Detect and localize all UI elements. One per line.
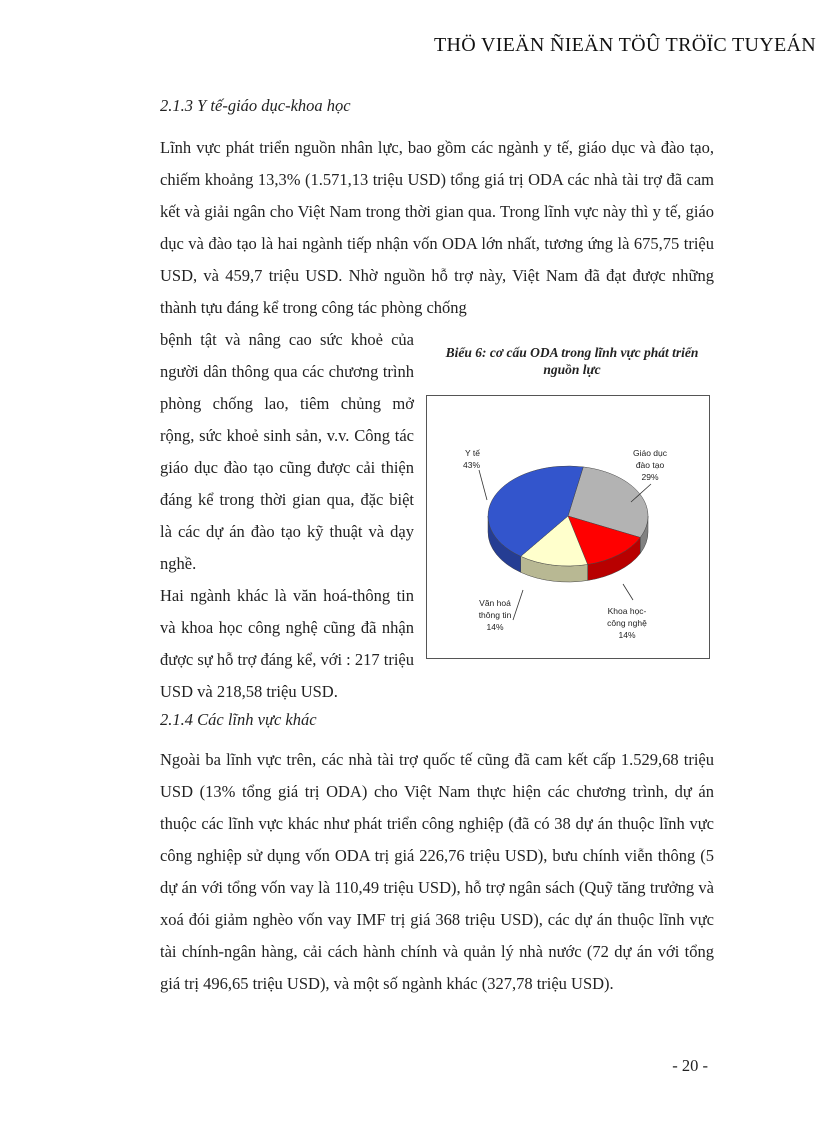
leader-line-khoahoc — [623, 584, 633, 600]
label-giaoduc-pct: 29% — [641, 472, 659, 482]
section-heading-2-1-4: 2.1.4 Các lĩnh vực khác — [160, 710, 317, 729]
leader-line-vanhoa — [513, 590, 523, 620]
paragraph-culture-science: Hai ngành khác là văn hoá-thông tin và khoa học công nghệ cũng đã nhận được sự hỗ trợ đáng kể, với : 217 triệu USD và 218,58 triệu USD. — [160, 586, 414, 701]
leader-line-yte — [479, 470, 487, 500]
paragraph-human-resources: Lĩnh vực phát triển nguồn nhân lực, bao gồm các ngành y tế, giáo dục và đào tạo, chiếm khoảng 13,3% (1.571,13 triệu USD) tổng giá trị ODA các nhà tài trợ đã cam kết và giải ngân cho Việt Nam trong thời gian qua. Trong lĩnh vực này thì y tế, giáo dục và đào tạo là hai ngành tiếp nhận vốn ODA lớn nhất, tương ứng là 675,75 triệu USD, và 459,7 triệu USD. Nhờ nguồn hỗ trợ này, Việt Nam đã đạt được những thành tựu đáng kể trong công tác phòng chống — [160, 138, 714, 317]
oda-pie-chart — [426, 395, 710, 659]
section-heading-2-1-3: 2.1.3 Y tế-giáo dục-khoa học — [160, 96, 351, 115]
label-giaoduc-name1: Giáo dục — [632, 448, 668, 458]
paragraph-other-sectors: Ngoài ba lĩnh vực trên, các nhà tài trợ quốc tế cũng đã cam kết cấp 1.529,68 triệu USD (13% tổng giá trị ODA) cho Việt Nam thực hiện các chương trình, dự án thuộc các lĩnh vực khác như phát triển công nghiệp (đã có 38 dự án thuộc lĩnh vực công nghiệp sử dụng vốn ODA trị giá 226,76 triệu USD), bưu chính viễn thông (5 dự án với tổng vốn vay là 110,49 triệu USD), hỗ trợ ngân sách (Quỹ tăng trưởng và xoá đói giảm nghèo vốn vay IMF trị giá 368 triệu USD), các dự án thuộc lĩnh vực tài chính-ngân hàng, cải cách hành chính và quản lý nhà nước (72 dự án với tổng giá trị 496,65 triệu USD), và một số ngành khác (327,78 triệu USD). — [160, 750, 714, 993]
label-vanhoa-name2: thông tin — [478, 610, 512, 620]
label-khoahoc-name1: Khoa học- — [607, 606, 647, 616]
label-vanhoa-name1: Văn hoá — [479, 598, 511, 608]
label-khoahoc-pct: 14% — [618, 630, 636, 640]
page-number: - 20 - — [672, 1056, 708, 1075]
label-giaoduc-name2: đào tạo — [635, 460, 665, 470]
label-khoahoc-name2: công nghệ — [607, 618, 647, 628]
chart-caption: Biểu 6: cơ cấu ODA trong lĩnh vực phát triển nguồn lực — [445, 345, 699, 377]
paragraph-health-education: bệnh tật và nâng cao sức khoẻ của người dân thông qua các chương trình phòng chống lao, tiêm chủng mở rộng, sức khoẻ sinh sản, v.v. Công tác giáo dục đào tạo cũng được cải thiện đáng kể trong thời gian qua, đặc biệt là các dự án đào tạo kỹ thuật và dạy nghề. — [160, 330, 414, 573]
label-vanhoa-pct: 14% — [486, 622, 504, 632]
library-header: THÖ VIEÄN ÑIEÄN TÖÛ TRÖÏC TUYEÁN — [434, 34, 816, 56]
label-yte-pct: 43% — [463, 460, 481, 470]
label-yte-name: Y tế — [465, 448, 480, 458]
